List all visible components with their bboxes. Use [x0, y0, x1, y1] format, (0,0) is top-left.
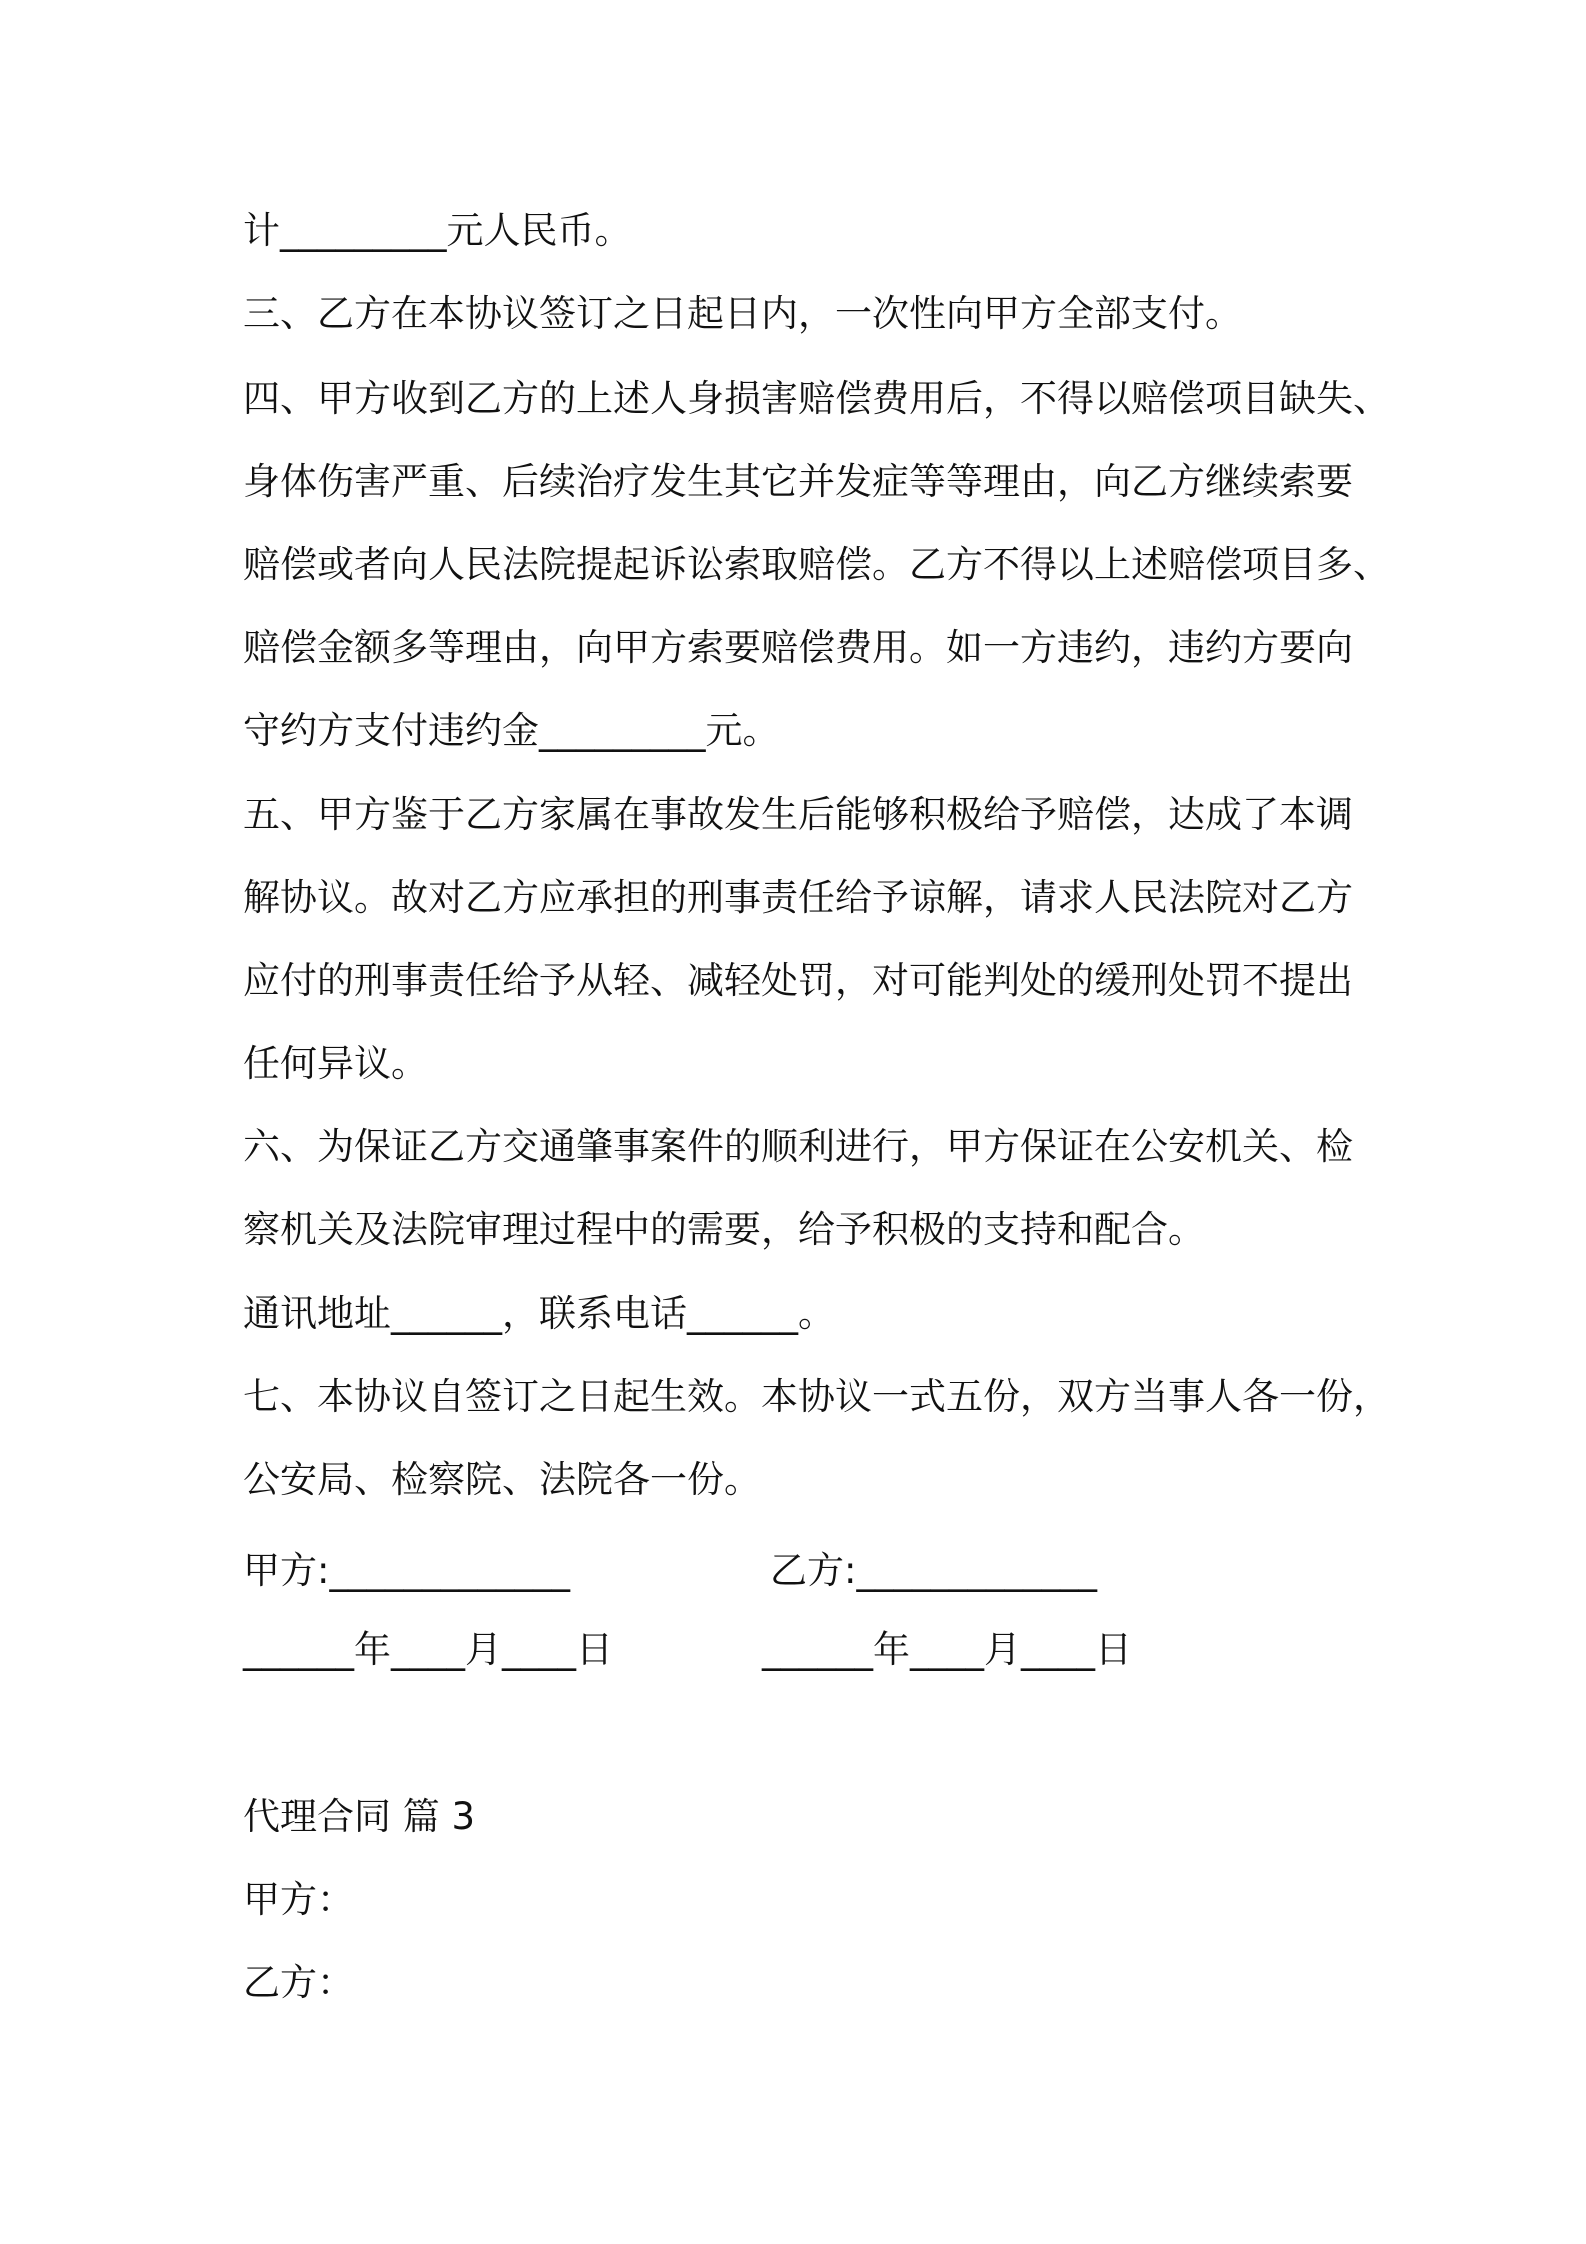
clause-4-line: 赔偿金额多等理由，向甲方索要赔偿费用。如一方违约，违约方要向	[243, 626, 1353, 669]
clause-5-line: 解协议。故对乙方应承担的刑事责任给予谅解，请求人民法院对乙方	[243, 876, 1353, 919]
party-b-date: ______年____月____日	[762, 1628, 1132, 1671]
clause-7-line: 七、本协议自签订之日起生效。本协议一式五份，双方当事人各一份，	[243, 1375, 1390, 1418]
clause-6-line: 察机关及法院审理过程中的需要，给予积极的支持和配合。	[243, 1208, 1205, 1251]
section-title: 代理合同 篇 3	[243, 1795, 476, 1838]
clause-4-line: 身体伤害严重、后续治疗发生其它并发症等等理由，向乙方继续索要	[243, 460, 1353, 503]
party-a-signature: 甲方:_____________	[243, 1549, 570, 1592]
clause-4-line: 守约方支付违约金_________元。	[243, 709, 780, 752]
clause-4-line: 四、甲方收到乙方的上述人身损害赔偿费用后，不得以赔偿项目缺失、	[243, 377, 1390, 420]
party-a-date: ______年____月____日	[243, 1628, 613, 1671]
clause-6-line: 六、为保证乙方交通肇事案件的顺利进行，甲方保证在公安机关、检	[243, 1125, 1353, 1168]
contact-line: 通讯地址______，联系电话______。	[243, 1292, 835, 1335]
next-party-b: 乙方：	[243, 1961, 354, 2004]
party-b-signature: 乙方:_____________	[770, 1549, 1097, 1592]
clause-7-line: 公安局、检察院、法院各一份。	[243, 1458, 761, 1501]
next-party-a: 甲方：	[243, 1878, 354, 1921]
clause-text-line: 计_________元人民币。	[243, 209, 632, 252]
clause-3-line: 三、乙方在本协议签订之日起日内，一次性向甲方全部支付。	[243, 292, 1242, 335]
clause-4-line: 赔偿或者向人民法院提起诉讼索取赔偿。乙方不得以上述赔偿项目多、	[243, 543, 1390, 586]
clause-5-line: 任何异议。	[243, 1042, 428, 1085]
clause-5-line: 五、甲方鉴于乙方家属在事故发生后能够积极给予赔偿，达成了本调	[243, 793, 1353, 836]
clause-5-line: 应付的刑事责任给予从轻、减轻处罚，对可能判处的缓刑处罚不提出	[243, 959, 1353, 1002]
